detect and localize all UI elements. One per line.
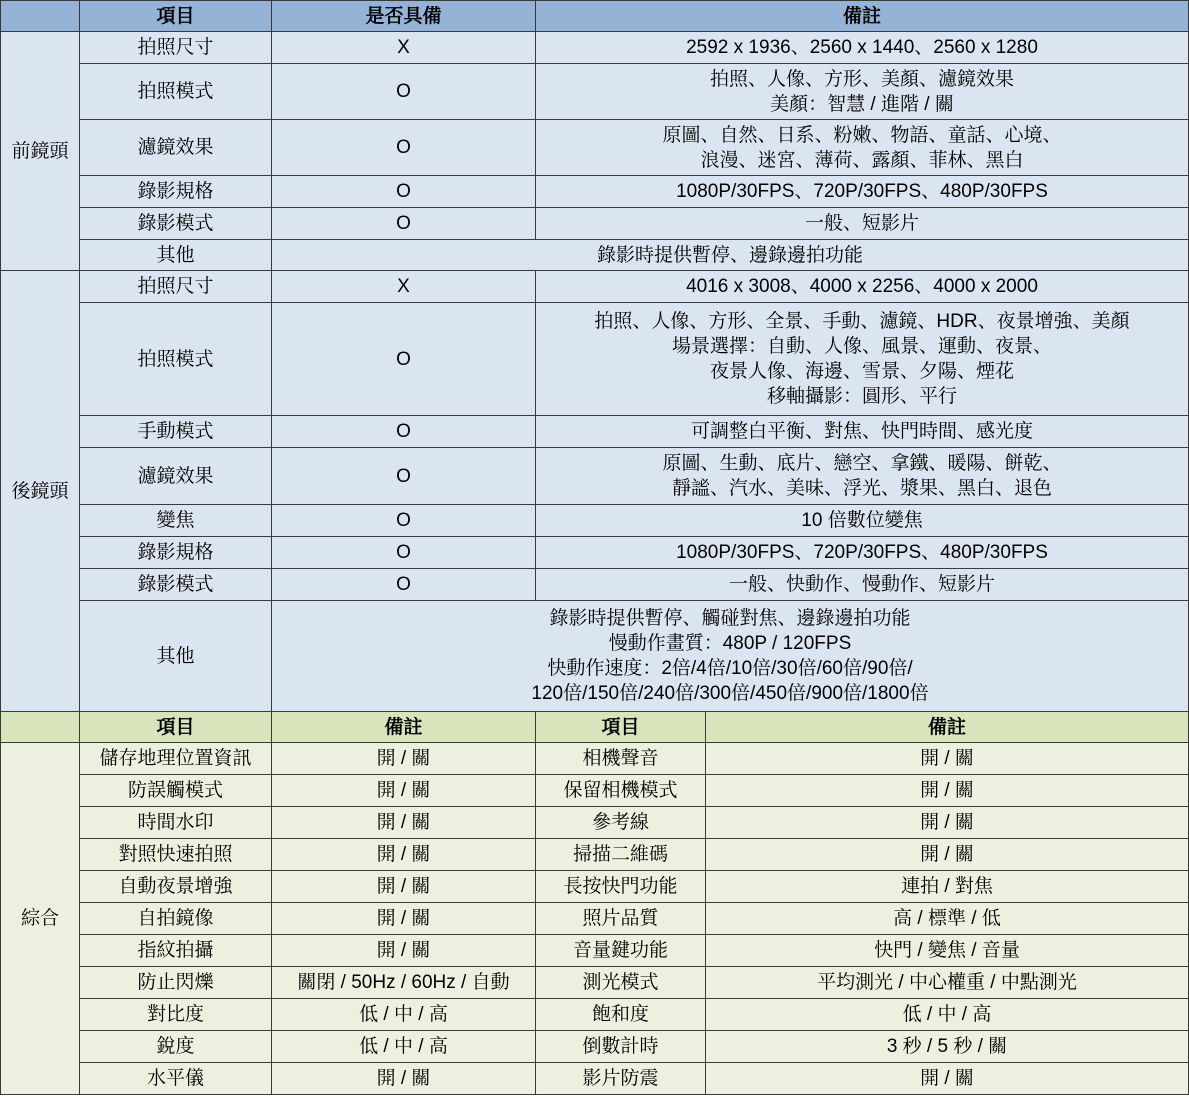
note-cell bbox=[536, 416, 1189, 448]
setting-name-cell: 對比度 bbox=[80, 999, 272, 1031]
availability-cell: X bbox=[272, 271, 536, 303]
setting-value-cell: 開 / 關 bbox=[706, 839, 1189, 871]
setting-value-cell: 關閉 / 50Hz / 60Hz / 自動 bbox=[272, 967, 536, 999]
table-row bbox=[1, 303, 1189, 416]
note-cell-line: 可調整白平衡、對焦、快門時間、感光度 bbox=[691, 421, 1034, 442]
group-general: 綜合 bbox=[1, 743, 80, 1095]
table-row bbox=[1, 416, 1189, 448]
table-row bbox=[1, 64, 1189, 120]
setting-name-cell: 飽和度 bbox=[536, 999, 706, 1031]
general-header-item: 項目 bbox=[80, 712, 272, 743]
table-row bbox=[1, 871, 1189, 903]
note-cell-line: 錄影時提供暫停、邊錄邊拍功能 bbox=[597, 244, 864, 266]
note-cell bbox=[536, 120, 1189, 176]
note-cell-line: 4016 x 3008、4000 x 2256、4000 x 2000 bbox=[686, 276, 1038, 297]
table-row bbox=[1, 569, 1189, 601]
note-cell-line: 靜謐、汽水、美味、浮光、漿果、黑白、退色 bbox=[672, 478, 1053, 499]
item-cell: 拍照模式 bbox=[80, 303, 272, 416]
item-cell: 拍照尺寸 bbox=[80, 271, 272, 303]
setting-value-cell: 高 / 標準 / 低 bbox=[706, 903, 1189, 935]
note-cell-line: 1080P/30FPS、720P/30FPS、480P/30FPS bbox=[676, 181, 1048, 202]
item-cell: 拍照模式 bbox=[80, 64, 272, 120]
setting-value-cell: 開 / 關 bbox=[272, 839, 536, 871]
setting-value-cell: 開 / 關 bbox=[272, 903, 536, 935]
setting-value-cell: 3 秒 / 5 秒 / 關 bbox=[706, 1031, 1189, 1063]
availability-cell: X bbox=[272, 32, 536, 64]
table-row bbox=[1, 271, 1189, 303]
table-row bbox=[1, 240, 1189, 271]
setting-value-cell: 開 / 關 bbox=[272, 807, 536, 839]
group-rear-lens: 後鏡頭 bbox=[1, 271, 80, 712]
setting-name-cell: 相機聲音 bbox=[536, 743, 706, 775]
note-cell bbox=[536, 176, 1189, 208]
setting-value-cell: 低 / 中 / 高 bbox=[272, 999, 536, 1031]
table-row bbox=[1, 839, 1189, 871]
setting-value-cell: 開 / 關 bbox=[272, 1063, 536, 1095]
table-row bbox=[1, 967, 1189, 999]
note-cell bbox=[536, 271, 1189, 303]
table-row bbox=[1, 120, 1189, 176]
table-row bbox=[1, 1031, 1189, 1063]
note-cell-line: 原圖、自然、日系、粉嫩、物語、童話、心境、 bbox=[662, 124, 1062, 146]
note-cell-line: 120倍/150倍/240倍/300倍/450倍/900倍/1800倍 bbox=[531, 683, 929, 704]
setting-value-cell: 低 / 中 / 高 bbox=[706, 999, 1189, 1031]
note-cell-line: 快動作速度：2倍/4倍/10倍/30倍/60倍/90倍/ bbox=[547, 658, 913, 679]
group-front-lens: 前鏡頭 bbox=[1, 32, 80, 271]
setting-name-cell: 影片防震 bbox=[536, 1063, 706, 1095]
setting-value-cell: 快門 / 變焦 / 音量 bbox=[706, 935, 1189, 967]
setting-name-cell: 自動夜景增強 bbox=[80, 871, 272, 903]
setting-name-cell: 照片品質 bbox=[536, 903, 706, 935]
setting-name-cell: 測光模式 bbox=[536, 967, 706, 999]
table-row bbox=[1, 775, 1189, 807]
table-row bbox=[1, 176, 1189, 208]
setting-name-cell: 掃描二維碼 bbox=[536, 839, 706, 871]
note-cell-line: 慢動作畫質：480P / 120FPS bbox=[608, 633, 852, 654]
item-cell: 濾鏡效果 bbox=[80, 120, 272, 176]
setting-value-cell: 開 / 關 bbox=[272, 743, 536, 775]
note-cell bbox=[536, 303, 1189, 416]
general-header-note: 備註 bbox=[706, 712, 1189, 743]
header-note: 備註 bbox=[536, 1, 1189, 32]
table-row bbox=[1, 903, 1189, 935]
table-row bbox=[1, 32, 1189, 64]
item-cell: 濾鏡效果 bbox=[80, 448, 272, 505]
setting-name-cell: 參考線 bbox=[536, 807, 706, 839]
table-row bbox=[1, 743, 1189, 775]
note-cell-line: 原圖、生動、底片、戀空、拿鐵、暖陽、餅乾、 bbox=[662, 453, 1062, 474]
availability-cell: O bbox=[272, 176, 536, 208]
item-cell: 其他 bbox=[80, 601, 272, 712]
item-cell: 拍照尺寸 bbox=[80, 32, 272, 64]
note-cell-line: 1080P/30FPS、720P/30FPS、480P/30FPS bbox=[676, 542, 1048, 563]
setting-name-cell: 保留相機模式 bbox=[536, 775, 706, 807]
general-header-row bbox=[1, 712, 1189, 743]
note-cell bbox=[272, 601, 1189, 712]
setting-name-cell: 長按快門功能 bbox=[536, 871, 706, 903]
table-row bbox=[1, 807, 1189, 839]
note-cell bbox=[536, 32, 1189, 64]
availability-cell: O bbox=[272, 505, 536, 537]
setting-value-cell: 開 / 關 bbox=[706, 1063, 1189, 1095]
setting-value-cell: 開 / 關 bbox=[706, 807, 1189, 839]
setting-name-cell: 對照快速拍照 bbox=[80, 839, 272, 871]
availability-cell: O bbox=[272, 64, 536, 120]
general-header-item: 項目 bbox=[536, 712, 706, 743]
setting-value-cell: 連拍 / 對焦 bbox=[706, 871, 1189, 903]
note-cell bbox=[536, 448, 1189, 505]
note-cell-line: 錄影時提供暫停、觸碰對焦、邊錄邊拍功能 bbox=[549, 608, 911, 629]
setting-name-cell: 音量鍵功能 bbox=[536, 935, 706, 967]
table-row bbox=[1, 208, 1189, 240]
setting-value-cell: 開 / 關 bbox=[706, 775, 1189, 807]
setting-name-cell: 水平儀 bbox=[80, 1063, 272, 1095]
note-cell-line: 一般、短影片 bbox=[805, 213, 920, 234]
setting-name-cell: 指紋拍攝 bbox=[80, 935, 272, 967]
note-cell-line: 拍照、人像、方形、全景、手動、濾鏡、HDR、夜景增強、美顏 bbox=[594, 311, 1130, 332]
setting-value-cell: 開 / 關 bbox=[272, 871, 536, 903]
setting-value-cell: 開 / 關 bbox=[706, 743, 1189, 775]
item-cell: 變焦 bbox=[80, 505, 272, 537]
availability-cell: O bbox=[272, 416, 536, 448]
note-cell bbox=[536, 537, 1189, 569]
setting-value-cell: 平均測光 / 中心權重 / 中點測光 bbox=[706, 967, 1189, 999]
item-cell: 錄影模式 bbox=[80, 208, 272, 240]
availability-cell: O bbox=[272, 303, 536, 416]
note-cell-line: 浪漫、迷宮、薄荷、露顏、菲林、黑白 bbox=[700, 149, 1024, 171]
setting-name-cell: 銳度 bbox=[80, 1031, 272, 1063]
table-row bbox=[1, 935, 1189, 967]
note-cell-line: 10 倍數位變焦 bbox=[801, 510, 923, 531]
item-cell: 錄影規格 bbox=[80, 176, 272, 208]
setting-name-cell: 儲存地理位置資訊 bbox=[80, 743, 272, 775]
setting-value-cell: 低 / 中 / 高 bbox=[272, 1031, 536, 1063]
header-item: 項目 bbox=[80, 1, 272, 32]
note-cell-line: 夜景人像、海邊、雪景、夕陽、煙花 bbox=[710, 361, 1015, 382]
setting-name-cell: 自拍鏡像 bbox=[80, 903, 272, 935]
note-cell bbox=[536, 505, 1189, 537]
availability-cell: O bbox=[272, 537, 536, 569]
availability-cell: O bbox=[272, 569, 536, 601]
note-cell-line: 場景選擇：自動、人像、風景、運動、夜景、 bbox=[672, 336, 1053, 357]
setting-name-cell: 倒數計時 bbox=[536, 1031, 706, 1063]
table-row bbox=[1, 999, 1189, 1031]
availability-cell: O bbox=[272, 120, 536, 176]
header-row bbox=[1, 1, 1189, 32]
item-cell: 其他 bbox=[80, 240, 272, 271]
availability-cell: O bbox=[272, 208, 536, 240]
general-header-note: 備註 bbox=[272, 712, 536, 743]
note-cell-line: 2592 x 1936、2560 x 1440、2560 x 1280 bbox=[686, 37, 1038, 58]
note-cell-line: 移軸攝影：圓形、平行 bbox=[767, 386, 958, 407]
note-cell-line: 一般、快動作、慢動作、短影片 bbox=[729, 574, 996, 595]
setting-value-cell: 開 / 關 bbox=[272, 775, 536, 807]
item-cell: 錄影模式 bbox=[80, 569, 272, 601]
table-row bbox=[1, 601, 1189, 712]
note-cell-line: 拍照、人像、方形、美顏、濾鏡效果 bbox=[710, 68, 1015, 90]
setting-name-cell: 防誤觸模式 bbox=[80, 775, 272, 807]
setting-name-cell: 防止閃爍 bbox=[80, 967, 272, 999]
header-has: 是否具備 bbox=[272, 1, 536, 32]
availability-cell: O bbox=[272, 448, 536, 505]
table-row bbox=[1, 505, 1189, 537]
note-cell bbox=[536, 64, 1189, 120]
item-cell: 手動模式 bbox=[80, 416, 272, 448]
table-row bbox=[1, 537, 1189, 569]
note-cell bbox=[272, 240, 1189, 271]
setting-name-cell: 時間水印 bbox=[80, 807, 272, 839]
table-row bbox=[1, 1063, 1189, 1095]
note-cell bbox=[536, 569, 1189, 601]
note-cell bbox=[536, 208, 1189, 240]
setting-value-cell: 開 / 關 bbox=[272, 935, 536, 967]
general-header-corner bbox=[1, 712, 80, 743]
item-cell: 錄影規格 bbox=[80, 537, 272, 569]
table-row bbox=[1, 448, 1189, 505]
header-corner bbox=[1, 1, 80, 32]
note-cell-line: 美顏：智慧 / 進階 / 關 bbox=[770, 93, 954, 115]
